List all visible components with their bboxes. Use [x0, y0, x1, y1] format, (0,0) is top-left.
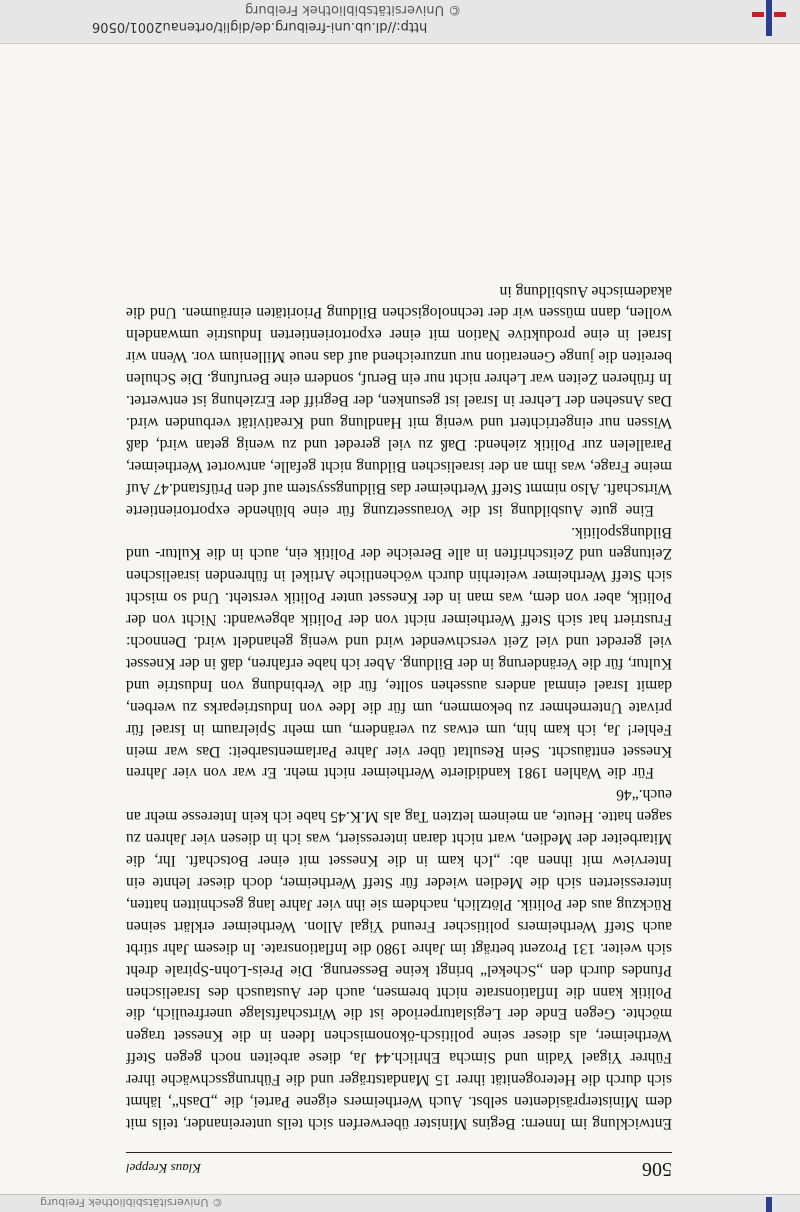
paragraph: Eine gute Ausbildung ist die Voraussetzung für eine blühende exportorientierte Wirtschaft. Also nimmt Steff Wertheimer das Bildungssystem auf den Prüfstand.47 Auf meine Frage, was ihm an der israelischen Bildung nicht gefalle, antwortet Wertheimer, Parallelen zur Politik ziehend: Daß zu viel geredet und zu wenig getan wird, daß Wissen nur eingetrichtert und wenig mit Handlung und Kreativität verbunden wird. Das Ansehen der Lehrer in Israel ist gesunken, der Begriff der Erziehung ist entwertet. In früheren Zeiten war Lehrer nicht nur ein Beruf, sondern eine Berufung. Die Schulen bereiten die junge Generation nur unzureichend auf das neue Millenium vor. Wenn wir Israel in eine produktive Nation mit einer exportorientierten Industrie umwandeln wollen, dann müssen wir der technologischen Bildung Prioritäten einräumen. Und die akademische Ausbildung in [126, 282, 672, 519]
footer-copyright-label: © Universitätsbibliothek Freiburg [40, 1196, 223, 1209]
scanned-page [0, 44, 800, 1194]
page-number: 506 [642, 1158, 672, 1180]
page-header [126, 1152, 672, 1186]
document-url[interactable]: http://dl.ub.uni-freiburg.de/diglit/ortenau2001/0506 [92, 19, 428, 34]
paragraph: Entwicklung im Innern: Begins Minister überwerfen sich teils untereinander, teils mit dem Ministerpräsidenten selbst. Auch Wertheimers eigene Partei, die „Dash“, lähmt sich durch die Heterogenität ihrer 15 Mandatsträger und die Führungsschwäche ihrer Führer Yigael Yadin und Simcha Ehrlich.44 Ja, diese arbeiten noch gegen Steff Wertheimer, als dieser seine politisch-ökonomischen Ideen in die Knesset tragen möchte. Gegen Ende der Legislaturperiode ist die Wirtschaftslage unerfreulich, die Politik kann die Inflationsrate nicht bremsen, auch der Austausch des Israelischen Pfundes durch den „Schekel“ bringt keine Besserung. Die Preis-Lohn-Spirale dreht sich weiter. 131 Prozent beträgt im Jahre 1980 die Inflationsrate. In diesem Jahr stirbt auch Steff Wertheimers politischer Freund Yigal Allon. Wertheimer erklärt seinen Rückzug aus der Politik. Plötzlich, nachdem sie ihn vier Jahre lang geschnitten hatten, interessierten sich die Medien wieder für Steff Wertheimer, doch dieser lehnte ein Interview mit ihnen ab: „Ich kam in die Knesset mit einer Botschaft. Ihr, die Mitarbeiter der Medien, wart nicht daran interessiert, was ich in diesen vier Jahren zu sagen hatte. Heute, an meinem letzten Tag als M.K.45 habe ich kein Interesse mehr an euch.“46 [126, 786, 672, 1132]
body-text [126, 280, 672, 1134]
paragraph: Für die Wahlen 1981 kandidierte Wertheimer nicht mehr. Er war von vier Jahren Knesset enttäuscht. Sein Resultat über vier Jahre Parlamentsarbeit: Das war mein Fehler! Ja, ich kam hin, um etwas zu verändern, um mehr Spielraum in Israel für private Unternehmer zu bekommen, um für die Idee von Industrieparks zu werben, damit Israel einmal anders aussehen sollte, für die Verbindung von Industrie und Kultur, für die Veränderung in der Bildung. Aber ich habe erfahren, daß in der Knesset viel geredet und viel Zeit verschwendet wird und wenig gehandelt wird. Dennoch: Frustriert hat sich Steff Wertheimer nicht von der Politik abgewandt: Nicht von der Politik, aber von dem, was man in der Knesset unter Politik versteht. Und so mischt sich Steff Wertheimer weiterhin durch wöchentliche Artikel in führenden israelischen Zeitungen und Zeitschriften in alle Bereiche der Politik ein, auch in die Kultur- und Bildungspolitik. [126, 523, 672, 782]
copyright-label: © Universitätsbibliothek Freiburg [245, 2, 462, 17]
library-logo-icon [752, 0, 786, 36]
running-head-author: Klaus Kreppel [126, 1161, 201, 1176]
footer-logo-icon [752, 1197, 786, 1212]
page-content [126, 280, 672, 1186]
page-rotated [0, 44, 800, 1194]
viewer-footer [0, 1194, 800, 1212]
viewer-header [0, 0, 800, 44]
